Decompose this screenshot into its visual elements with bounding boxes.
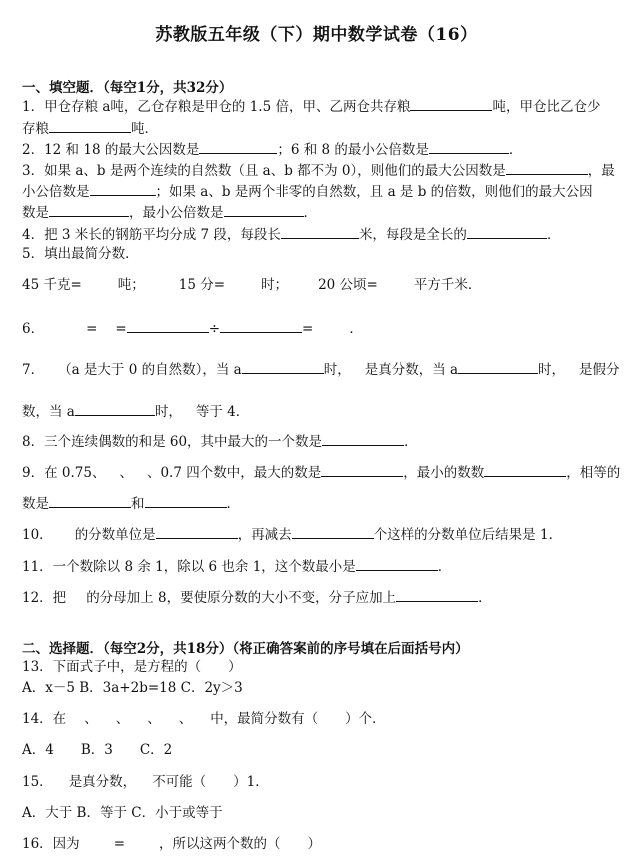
answer-blank[interactable] xyxy=(127,318,209,333)
answer-blank[interactable] xyxy=(49,118,131,133)
question-15-options: A．大于 B．等于 C．小于或等于 xyxy=(22,805,223,821)
question-8: 8．三个连续偶数的和是 60，其中最大的一个数是 ． xyxy=(22,431,418,451)
exam-title: 苏教版五年级（下）期中数学试卷（16） xyxy=(155,25,478,45)
question-3-line-2: 小公倍数是 ；如果 a、b 是两个非零的自然数，且 a 是 b 的倍数，则他们的最大公因 xyxy=(22,181,593,201)
answer-blank[interactable] xyxy=(467,224,547,239)
answer-blank[interactable] xyxy=(224,202,304,217)
question-5: 5．填出最简分数． xyxy=(22,246,139,262)
section-fill-in: 一、填空题．（每空1分，共32分） xyxy=(22,80,233,96)
question-15: 15． 是真分数， 不可能（ ）1． xyxy=(22,774,269,790)
question-1-line-2: 存粮 吨． xyxy=(22,118,158,138)
question-7-line-2: 数，当 a 时， 等于 4． xyxy=(22,401,249,421)
answer-blank[interactable] xyxy=(292,524,374,539)
answer-blank[interactable] xyxy=(220,318,302,333)
answer-blank[interactable] xyxy=(396,587,478,602)
answer-blank[interactable] xyxy=(321,462,403,477)
answer-blank[interactable] xyxy=(242,359,324,374)
question-13: 13．下面式子中，是方程的（ ） xyxy=(22,659,242,675)
question-13-options: A．x－5 B．3a+2b=18 C．2y＞3 xyxy=(22,680,243,696)
answer-blank[interactable] xyxy=(322,431,404,446)
question-9-line-2: 数是 和 ． xyxy=(22,493,240,513)
question-5-items: 45 千克= 吨； 15 分= 时； 20 公顷= 平方千米． xyxy=(22,277,482,293)
question-3-line-3: 数是 ，最小公倍数是 ． xyxy=(22,202,317,222)
question-10: 10． 的分数单位是 ，再减去 个这样的分数单位后结果是 1． xyxy=(22,524,562,544)
question-4: 4．把 3 米长的钢筋平均分成 7 段，每段长 米，每段是全长的 ． xyxy=(22,224,560,244)
answer-blank[interactable] xyxy=(429,139,509,154)
answer-blank[interactable] xyxy=(199,139,277,154)
question-14: 14．在 、 、 、 、 中，最简分数有（ ）个． xyxy=(22,711,386,727)
question-6: 6． = = ÷ = ． xyxy=(22,318,363,338)
question-11: 11．一个数除以 8 余 1，除以 6 也余 1，这个数最小是 ． xyxy=(22,556,451,576)
question-7-line-1: 7． （a 是大于 0 的自然数），当 a 时， 是真分数，当 a 时， 是假分 xyxy=(22,359,620,379)
answer-blank[interactable] xyxy=(356,556,438,571)
answer-blank[interactable] xyxy=(484,462,566,477)
answer-blank[interactable] xyxy=(458,359,538,374)
question-14-options: A．4 B．3 C．2 xyxy=(22,742,173,758)
answer-blank[interactable] xyxy=(49,493,131,508)
section-multiple-choice: 二、选择题．（每空2分，共18分）（将正确答案前的序号填在后面括号内） xyxy=(22,641,469,657)
question-12: 12．把 的分母加上 8，要使原分数的大小不变，分子应加上 ． xyxy=(22,587,492,607)
question-16: 16．因为 = ，所以这两个数的（ ） xyxy=(22,836,321,852)
answer-blank[interactable] xyxy=(156,524,238,539)
answer-blank[interactable] xyxy=(49,202,129,217)
answer-blank[interactable] xyxy=(281,224,359,239)
answer-blank[interactable] xyxy=(90,181,156,196)
question-3-line-1: 3．如果 a、b 是两个连续的自然数（且 a、b 都不为 0），则他们的最大公因数是 ，最 xyxy=(22,160,615,180)
question-1-line-1: 1．甲仓存粮 a吨，乙仓存粮是甲仓的 1.5 倍，甲、乙两仓共存粮 吨，甲仓比乙仓少 xyxy=(22,96,600,116)
question-9-line-1: 9．在 0.75、 、 、0.7 四个数中，最大的数是 ，最小的数数 ，相等的 xyxy=(22,462,620,482)
answer-blank[interactable] xyxy=(75,401,155,416)
answer-blank[interactable] xyxy=(145,493,227,508)
answer-blank[interactable] xyxy=(506,160,588,175)
answer-blank[interactable] xyxy=(410,96,492,111)
question-2: 2．12 和 18 的最大公因数是 ；6 和 8 的最小公倍数是 ． xyxy=(22,139,522,159)
